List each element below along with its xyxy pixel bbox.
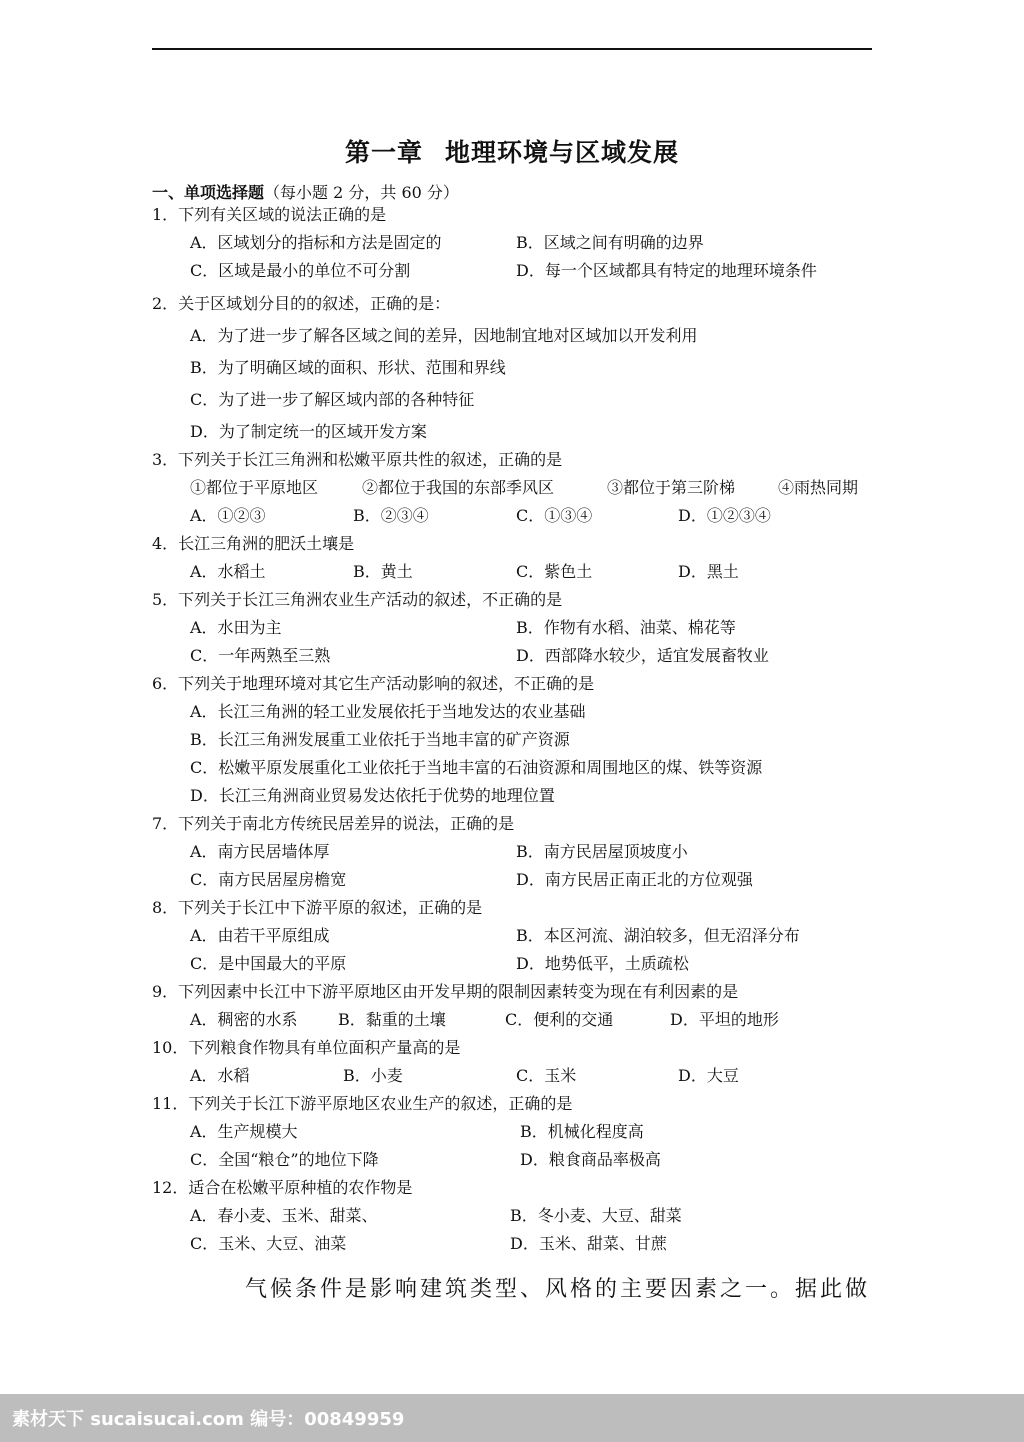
question-2-option-c: C．为了进一步了解区域内部的各种特征 <box>190 390 475 409</box>
question-3-option-c: C．①③④ <box>516 506 593 525</box>
question-1-option-a: A．区域划分的指标和方法是固定的 <box>190 233 442 252</box>
question-5-option-d: D．西部降水较少，适宜发展畜牧业 <box>516 646 769 665</box>
question-4-option-a: A．水稻土 <box>190 562 266 581</box>
question-12-stem: 12．适合在松嫩平原种植的农作物是 <box>152 1178 413 1197</box>
question-9-stem: 9．下列因素中长江中下游平原地区由开发早期的限制因素转变为现在有利因素的是 <box>152 982 739 1001</box>
question-7-stem: 7．下列关于南北方传统民居差异的说法，正确的是 <box>152 814 515 833</box>
question-10-stem: 10．下列粮食作物具有单位面积产量高的是 <box>152 1038 461 1057</box>
question-1-option-d: D．每一个区域都具有特定的地理环境条件 <box>516 261 817 280</box>
question-10-option-b: B．小麦 <box>343 1066 403 1085</box>
question-3-stem: 3．下列关于长江三角洲和松嫩平原共性的叙述，正确的是 <box>152 450 563 469</box>
question-3-item-4: ④雨热同期 <box>778 478 859 497</box>
question-3-option-a: A．①②③ <box>190 506 266 525</box>
question-12-option-a: A．春小麦、玉米、甜菜、 <box>190 1206 378 1225</box>
question-2-option-a: A．为了进一步了解各区域之间的差异，因地制宜地对区域加以开发利用 <box>190 326 698 345</box>
question-4-option-b: B．黄土 <box>353 562 413 581</box>
section-note: （每小题 2 分，共 60 分） <box>264 183 459 202</box>
question-6-option-d: D．长江三角洲商业贸易发达依托于优势的地理位置 <box>190 786 555 805</box>
question-3-item-3: ③都位于第三阶梯 <box>607 478 736 497</box>
question-6-option-c: C．松嫩平原发展重化工业依托于当地丰富的石油资源和周围地区的煤、铁等资源 <box>190 758 763 777</box>
question-2-stem: 2．关于区域划分目的的叙述，正确的是： <box>152 294 451 313</box>
question-3-option-b: B．②③④ <box>353 506 429 525</box>
question-4-option-c: C．紫色土 <box>516 562 593 581</box>
question-5-stem: 5．下列关于长江三角洲农业生产活动的叙述，不正确的是 <box>152 590 563 609</box>
question-3-option-d: D．①②③④ <box>678 506 771 525</box>
top-rule <box>152 48 872 50</box>
question-5-option-a: A．水田为主 <box>190 618 282 637</box>
question-5-option-c: C．一年两熟至三熟 <box>190 646 331 665</box>
question-10-option-d: D．大豆 <box>678 1066 739 1085</box>
watermark-bar <box>0 1394 1024 1442</box>
question-10-option-a: A．水稻 <box>190 1066 250 1085</box>
question-8-option-b: B．本区河流、湖泊较多，但无沼泽分布 <box>516 926 800 945</box>
question-8-stem: 8．下列关于长江中下游平原的叙述，正确的是 <box>152 898 483 917</box>
question-8-option-d: D．地势低平，土质疏松 <box>516 954 689 973</box>
question-6-option-b: B．长江三角洲发展重工业依托于当地丰富的矿产资源 <box>190 730 570 749</box>
question-4-option-d: D．黑土 <box>678 562 739 581</box>
question-3-item-1: ①都位于平原地区 <box>190 478 319 497</box>
chapter-number: 第一章 <box>344 138 423 167</box>
watermark-text: 素材天下 sucaisucai.com 编号：00849959 <box>12 1409 405 1430</box>
question-1-stem: 1．下列有关区域的说法正确的是 <box>152 205 387 224</box>
question-3-item-2: ②都位于我国的东部季风区 <box>362 478 555 497</box>
question-9-option-d: D．平坦的地形 <box>670 1010 779 1029</box>
question-11-option-d: D．粮食商品率极高 <box>520 1150 661 1169</box>
question-8-option-c: C．是中国最大的平原 <box>190 954 347 973</box>
question-12-option-b: B．冬小麦、大豆、甜菜 <box>510 1206 682 1225</box>
question-7-option-d: D．南方民居正南正北的方位观强 <box>516 870 753 889</box>
chapter-name: 地理环境与区域发展 <box>445 138 680 167</box>
question-11-option-a: A．生产规模大 <box>190 1122 298 1141</box>
question-6-stem: 6．下列关于地理环境对其它生产活动影响的叙述，不正确的是 <box>152 674 595 693</box>
question-9-option-a: A．稠密的水系 <box>190 1010 298 1029</box>
question-12-option-d: D．玉米、甜菜、甘蔗 <box>510 1234 667 1253</box>
page-title <box>0 133 1024 169</box>
question-4-stem: 4．长江三角洲的肥沃土壤是 <box>152 534 355 553</box>
question-7-option-c: C．南方民居屋房檐宽 <box>190 870 347 889</box>
question-1-option-b: B．区域之间有明确的边界 <box>516 233 704 252</box>
question-7-option-b: B．南方民居屋顶坡度小 <box>516 842 688 861</box>
question-9-option-c: C．便利的交通 <box>505 1010 614 1029</box>
question-9-option-b: B．黏重的土壤 <box>338 1010 446 1029</box>
section-heading <box>152 180 459 203</box>
question-1-option-c: C．区域是最小的单位不可分割 <box>190 261 411 280</box>
question-10-option-c: C．玉米 <box>516 1066 577 1085</box>
question-11-option-c: C．全国“粮仓”的地位下降 <box>190 1150 379 1169</box>
question-2-option-d: D．为了制定统一的区域开发方案 <box>190 422 427 441</box>
question-8-option-a: A．由若干平原组成 <box>190 926 330 945</box>
section-title: 一、单项选择题 <box>152 183 265 202</box>
question-12-option-c: C．玉米、大豆、油菜 <box>190 1234 347 1253</box>
question-11-stem: 11．下列关于长江下游平原地区农业生产的叙述，正确的是 <box>152 1094 573 1113</box>
question-6-option-a: A．长江三角洲的轻工业发展依托于当地发达的农业基础 <box>190 702 586 721</box>
closing-passage: 气候条件是影响建筑类型、风格的主要因素之一。据此做 <box>245 1277 871 1302</box>
question-7-option-a: A．南方民居墙体厚 <box>190 842 330 861</box>
question-11-option-b: B．机械化程度高 <box>520 1122 644 1141</box>
question-2-option-b: B．为了明确区域的面积、形状、范围和界线 <box>190 358 506 377</box>
question-5-option-b: B．作物有水稻、油菜、棉花等 <box>516 618 736 637</box>
